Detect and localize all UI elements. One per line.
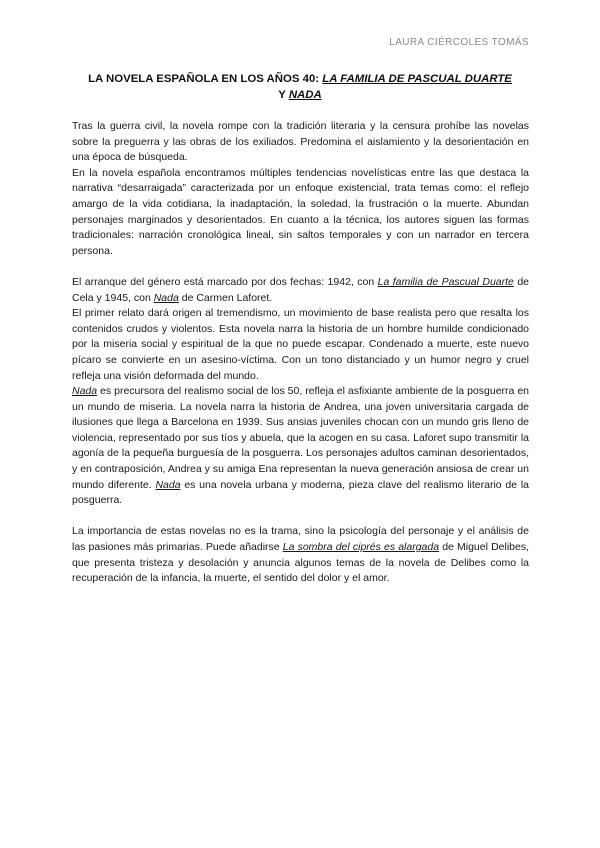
text-segment: de Cela y 1945, con [72,275,529,304]
author-header: LAURA CIÉRCOLES TOMÁS [389,37,529,48]
document-body [72,119,529,587]
text-segment: es una novela urbana y moderna, pieza clave del realismo literario de la posguerra. [72,478,530,507]
paragraph-intro: Tras la guerra civil, la novela rompe con la tradición literaria y la censura prohíbe las novelas sobre la preguerra y las obras de los exiliados. Predomina el aislamiento y la desorientación en una época de búsqueda. [72,120,529,164]
title-conjunction: Y [278,89,289,101]
title-work-nada: NADA [288,89,322,101]
text-segment: de Carmen Laforet. [178,291,273,304]
text-segment: La importancia de estas novelas no es la trama, sino la psicología del personaje y el análisis de las pasiones más primarias. Puede añadirse [72,525,529,554]
text-segment: El arranque del género está marcado por dos fechas: 1942, con [72,275,378,288]
work-title-sombra-cipres: La sombra del ciprés es alargada [282,541,440,554]
paragraph-tendencies: En la novela española encontramos múltiples tendencias novelísticas entre las que destaca la narrativa “desarraigada” caracterizada por un enfoque existencial, trata temas como: el reflejo amargo de la vida cotidiana, la inadaptación, la soledad, la frustración o la muerte. Abundan personajes marginados y desorientados. En cuanto a la técnica, los autores siguen las formas tradicionales: narración cronológica lineal, sin saltos temporales y con un narrador en tercera persona. [72,166,529,257]
text-segment: es precursora del realismo social de los 50, refleja el asfixiante ambiente de la posguerra en un mundo de miseria. La novela narra la historia de Andrea, una joven universitaria cargada de ilusiones que llega a Barcelona en 1939. Sus ansias juveniles chocan con un mundo gris lleno de violencia, representado por sus tíos y abuela, que la acogen en su casa. Laforet supo transmitir la agonía de la pequeña burguesía de la posguerra. Los personajes adultos caminan desorientados, y en contraposición, Andrea y su amiga Ena representan la nueva generación ansiosa de crear un mundo diferente. [72,385,529,491]
paragraph-importance [72,524,529,586]
work-title-nada: Nada [153,291,179,304]
paragraph-dates [72,275,529,306]
work-title-nada: Nada [72,385,98,398]
paragraph-tremendismo: El primer relato dará origen al tremendismo, un movimiento de base realista pero que resalta los contenidos crudos y violentos. Esta novela narra la historia de un hombre humilde condicionado por la miseria social y espiritual de la que no puede escapar. Condenado a muerte, este nuevo pícaro se convierte en un asesino-víctima. Con un tono distanciado y un humor negro y cruel refleja una visión deformada del mundo. [72,307,529,382]
paragraph-nada [72,384,529,509]
text-segment: de Miguel Delibes, que presenta tristeza y desolación y anuncia algunos temas de la novela de Delibes como la recuperación de la infancia, la muerte, el sentido del dolor y el amor. [72,541,529,585]
title-line-2 [60,87,540,103]
title-work-pascual-duarte: LA FAMILIA DE PASCUAL DUARTE [322,73,512,85]
work-title-pascual-duarte: La familia de Pascual Duarte [377,275,514,288]
document-title [60,71,540,103]
work-title-nada: Nada [155,478,181,491]
title-prefix: LA NOVELA ESPAÑOLA EN LOS AÑOS 40: [88,73,323,85]
title-line-1 [60,71,540,87]
